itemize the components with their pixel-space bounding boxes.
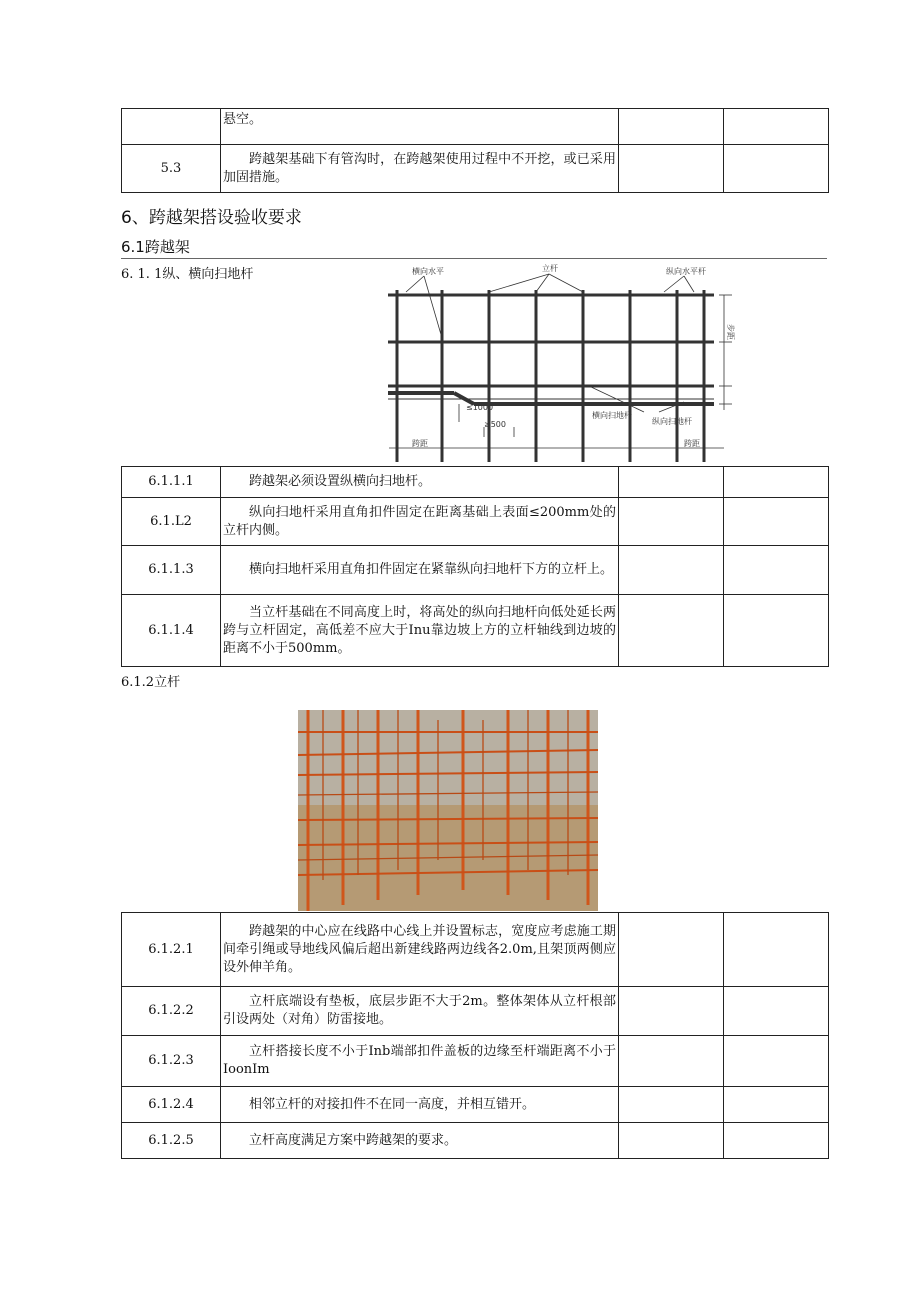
label-kuaju-left: 跨距 bbox=[412, 439, 428, 448]
check-cell bbox=[619, 467, 724, 498]
scaffold-diagram bbox=[384, 262, 740, 468]
label-ge500: ≥500 bbox=[484, 420, 506, 429]
row-number: 6.1.1.1 bbox=[122, 467, 221, 498]
table-row bbox=[122, 145, 829, 193]
table-row bbox=[122, 987, 829, 1036]
row-number: 6.1.2.4 bbox=[122, 1087, 221, 1123]
table-row bbox=[122, 467, 829, 498]
remark-cell bbox=[724, 109, 829, 145]
table-611 bbox=[121, 466, 829, 667]
table-row bbox=[122, 498, 829, 546]
remark-cell bbox=[724, 595, 829, 667]
remark-cell bbox=[724, 913, 829, 987]
row-number: 6.1.1.4 bbox=[122, 595, 221, 667]
remark-cell bbox=[724, 987, 829, 1036]
row-text: 立杆搭接长度不小于Inb端部扣件盖板的边缘至杆端距离不小于IoonIm bbox=[221, 1036, 619, 1087]
row-text: 横向扫地杆采用直角扣件固定在紧靠纵向扫地杆下方的立杆上。 bbox=[221, 546, 619, 595]
check-cell bbox=[619, 1036, 724, 1087]
section-title: 6、跨越架搭设验收要求 bbox=[121, 208, 302, 228]
check-cell bbox=[619, 498, 724, 546]
label-zong-saodi: 纵向扫地杆 bbox=[652, 417, 692, 426]
row-text: 跨越架必须设置纵横向扫地杆。 bbox=[221, 467, 619, 498]
label-kuaju-right: 跨距 bbox=[684, 439, 700, 448]
row-number: 6.1.2.3 bbox=[122, 1036, 221, 1087]
row-text: 相邻立杆的对接扣件不在同一高度，并相互错开。 bbox=[221, 1087, 619, 1123]
remark-cell bbox=[724, 498, 829, 546]
check-cell bbox=[619, 145, 724, 193]
label-heng-saodi: 横向扫地杆 bbox=[592, 411, 632, 420]
row-text: 悬空。 bbox=[221, 109, 619, 145]
scaffold-photo bbox=[298, 710, 598, 911]
table-row bbox=[122, 913, 829, 987]
row-text: 跨越架的中心应在线路中心线上并设置标志，宽度应考虑施工期间牵引绳或导地线风偏后超出新建线路两边线各2.0m,且架顶两侧应设外伸羊角。 bbox=[221, 913, 619, 987]
check-cell bbox=[619, 109, 724, 145]
row-number: 6.1.2.2 bbox=[122, 987, 221, 1036]
remark-cell bbox=[724, 1123, 829, 1159]
row-text: 跨越架基础下有管沟时，在跨越架使用过程中不开挖，或已采用加固措施。 bbox=[221, 145, 619, 193]
label-heng-shuiping: 横向水平 bbox=[412, 267, 444, 276]
remark-cell bbox=[724, 1087, 829, 1123]
row-text: 纵向扫地杆采用直角扣件固定在距离基础上表面≤200mm处的立杆内侧。 bbox=[221, 498, 619, 546]
table-row bbox=[122, 109, 829, 145]
remark-cell bbox=[724, 1036, 829, 1087]
row-number: 6.1.L2 bbox=[122, 498, 221, 546]
table-row bbox=[122, 1087, 829, 1123]
table-row bbox=[122, 1036, 829, 1087]
row-number: 6.1.2.5 bbox=[122, 1123, 221, 1159]
subsection-612-title: 6.1.2立杆 bbox=[121, 675, 181, 690]
remark-cell bbox=[724, 145, 829, 193]
check-cell bbox=[619, 1087, 724, 1123]
remark-cell bbox=[724, 467, 829, 498]
row-number: 5.3 bbox=[122, 145, 221, 193]
check-cell bbox=[619, 546, 724, 595]
table-row bbox=[122, 546, 829, 595]
row-text: 立杆高度满足方案中跨越架的要求。 bbox=[221, 1123, 619, 1159]
label-zong-shuiping: 纵向水平杆 bbox=[666, 267, 706, 276]
row-number bbox=[122, 109, 221, 145]
row-number: 6.1.1.3 bbox=[122, 546, 221, 595]
row-number: 6.1.2.1 bbox=[122, 913, 221, 987]
divider bbox=[121, 258, 827, 259]
subsection-title: 6.1跨越架 bbox=[121, 238, 190, 256]
subsection-611-title: 6. 1. 1纵、横向扫地杆 bbox=[121, 267, 254, 282]
label-le1000: ≤1000 bbox=[466, 403, 494, 412]
remark-cell bbox=[724, 546, 829, 595]
top-table bbox=[121, 108, 829, 193]
check-cell bbox=[619, 595, 724, 667]
table-row bbox=[122, 1123, 829, 1159]
check-cell bbox=[619, 1123, 724, 1159]
label-ligan: 立杆 bbox=[542, 264, 558, 273]
table-612 bbox=[121, 912, 829, 1159]
check-cell bbox=[619, 913, 724, 987]
table-row bbox=[122, 595, 829, 667]
row-text: 当立杆基础在不同高度上时，将高处的纵向扫地杆向低处延长两跨与立杆固定，高低差不应大于Inu靠边坡上方的立杆轴线到边坡的距离不小于500mm。 bbox=[221, 595, 619, 667]
row-text: 立杆底端设有垫板，底层步距不大于2m。整体架体从立杆根部引设两处（对角）防雷接地。 bbox=[221, 987, 619, 1036]
label-bujv: 步距 bbox=[726, 324, 735, 340]
check-cell bbox=[619, 987, 724, 1036]
